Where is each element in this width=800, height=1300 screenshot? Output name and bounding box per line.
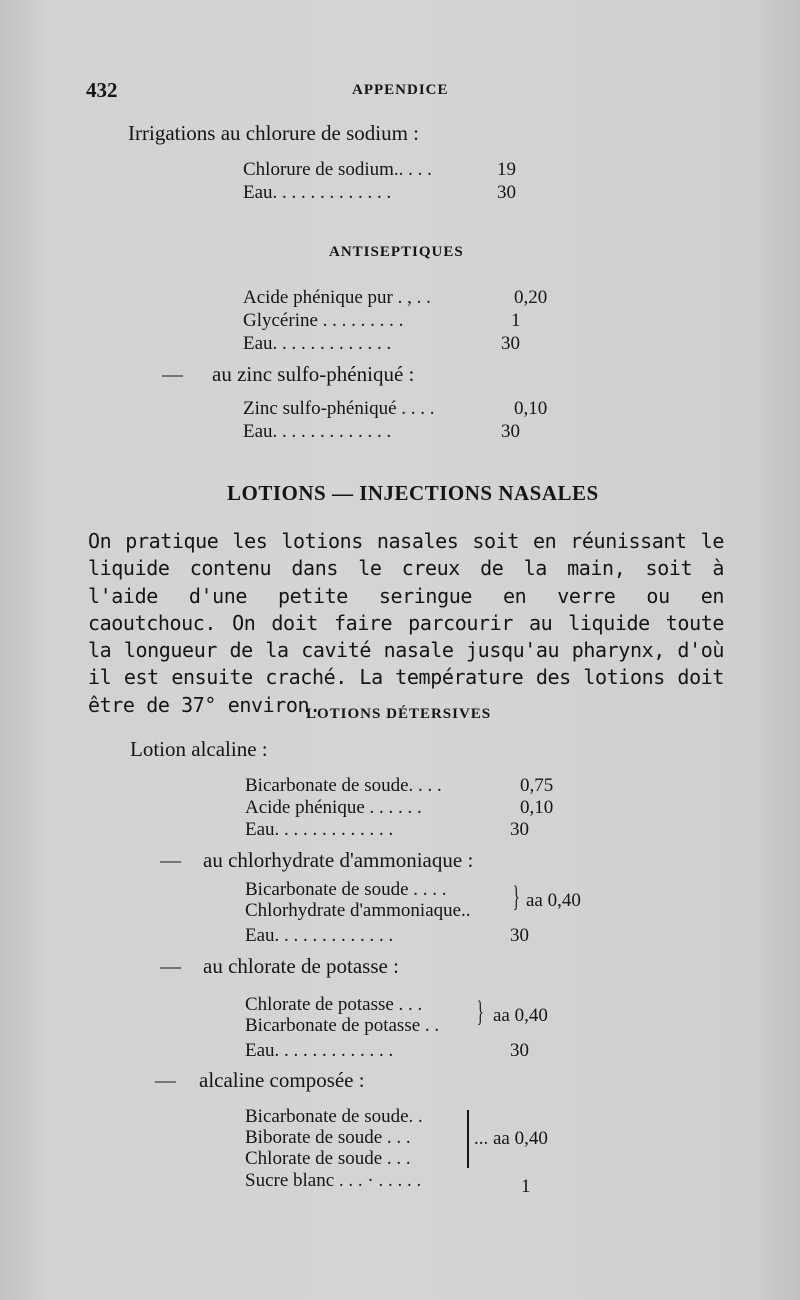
variant-dash: — xyxy=(160,848,181,872)
recipe-row xyxy=(243,421,520,443)
page-number: 432 xyxy=(86,78,118,102)
ingredient-label: Sucre blanc . . . · . . . . . xyxy=(245,1170,422,1191)
ingredient-quantity: 0,10 xyxy=(514,398,548,419)
recipe-row xyxy=(245,819,529,841)
bracket-ingredient: Bicarbonate de soude. . xyxy=(245,1106,423,1127)
brace-glyph: } xyxy=(476,995,484,1028)
variant-dash: — xyxy=(155,1068,176,1092)
variant-heading: au chlorhydrate d'ammoniaque : xyxy=(203,848,474,872)
bracket-ingredient: Bicarbonate de soude . . . . xyxy=(245,879,447,900)
lotion-alcaline-heading: Lotion alcaline : xyxy=(130,737,268,761)
ingredient-label: Glycérine . . . . . . . . . xyxy=(243,310,404,331)
running-title: APPENDICE xyxy=(352,82,449,98)
ingredient-quantity: 30 xyxy=(497,182,516,203)
ingredient-quantity: 0,20 xyxy=(514,287,548,308)
ingredient-label: Zinc sulfo-phéniqué . . . . xyxy=(243,398,435,419)
ingredient-quantity: 30 xyxy=(510,819,529,840)
ingredient-label: Acide phénique pur . , . . xyxy=(243,287,431,308)
brace-glyph: } xyxy=(512,880,520,913)
bracket-ingredient: Chlorate de soude . . . xyxy=(245,1148,411,1169)
ingredient-quantity: 0,10 xyxy=(520,797,554,818)
variant-heading: au zinc sulfo-phéniqué : xyxy=(212,362,415,386)
ingredient-quantity: 30 xyxy=(510,925,529,946)
bracket-ingredient: Biborate de soude . . . xyxy=(245,1127,411,1148)
ingredient-quantity: 30 xyxy=(501,333,520,354)
irrigations-heading: Irrigations au chlorure de sodium : xyxy=(128,121,420,145)
recipe-row xyxy=(245,797,554,819)
ingredient-label: Chlorure de sodium.. . . . xyxy=(243,159,432,180)
variant-dash: — xyxy=(160,954,181,978)
section-title-detersives: LOTIONS DÉTERSIVES xyxy=(306,706,492,722)
bracket-quantity: aa 0,40 xyxy=(526,890,581,911)
ingredient-quantity: 30 xyxy=(510,1040,529,1061)
variant-heading: au chlorate de potasse : xyxy=(203,954,399,978)
bracket-quantity: aa 0,40 xyxy=(493,1005,548,1026)
ingredient-label: Bicarbonate de soude. . . . xyxy=(245,775,442,796)
recipe-row xyxy=(245,1170,531,1197)
bracket-line xyxy=(467,1110,469,1168)
recipe-row xyxy=(245,925,529,947)
ingredient-label: Eau. . . . . . . . . . . . . xyxy=(245,925,394,946)
ingredient-label: Acide phénique . . . . . . xyxy=(245,797,422,818)
recipe-row xyxy=(243,182,516,204)
recipe-row xyxy=(243,398,548,420)
bracket-ingredient: Chlorate de potasse . . . xyxy=(245,994,423,1015)
bracket-ingredient: Bicarbonate de potasse . . xyxy=(245,1015,440,1036)
body-paragraph: On pratique les lotions nasales soit en réunissant le liquide contenu dans le creux de la main, soit à l'aide d'une petite seringue en verre ou en caoutchouc. On doit faire parcourir au liquide toute la longueur de la cavité nasale jusqu'au pharynx, d'où il est ensuite craché. La température des lotions doit être de 37° environ. xyxy=(88,529,724,717)
ingredient-quantity: 30 xyxy=(501,421,520,442)
recipe-row xyxy=(243,287,548,309)
variant-dash: — xyxy=(162,362,183,386)
section-title-lotions: LOTIONS — INJECTIONS NASALES xyxy=(227,481,599,505)
variant-heading: alcaline composée : xyxy=(199,1068,365,1092)
recipe-row xyxy=(245,775,554,797)
ingredient-quantity: 1 xyxy=(521,1176,531,1197)
recipe-row xyxy=(243,159,516,181)
ingredient-label: Eau. . . . . . . . . . . . . xyxy=(243,333,392,354)
ingredient-quantity: 0,75 xyxy=(520,775,554,796)
bracket-ingredient: Chlorhydrate d'ammoniaque.. xyxy=(245,900,471,921)
recipe-row xyxy=(243,333,520,355)
ingredient-label: Eau. . . . . . . . . . . . . xyxy=(245,1040,394,1061)
recipe-row xyxy=(245,1040,529,1062)
ingredient-quantity: 19 xyxy=(497,159,516,180)
bracket-quantity: ... aa 0,40 xyxy=(474,1128,548,1149)
recipe-row xyxy=(243,310,521,332)
ingredient-label: Eau. . . . . . . . . . . . . xyxy=(243,421,392,442)
ingredient-label: Eau. . . . . . . . . . . . . xyxy=(245,819,394,840)
ingredient-label: Eau. . . . . . . . . . . . . xyxy=(243,182,392,203)
section-title-antiseptiques: ANTISEPTIQUES xyxy=(329,244,464,260)
ingredient-quantity: 1 xyxy=(511,310,521,331)
